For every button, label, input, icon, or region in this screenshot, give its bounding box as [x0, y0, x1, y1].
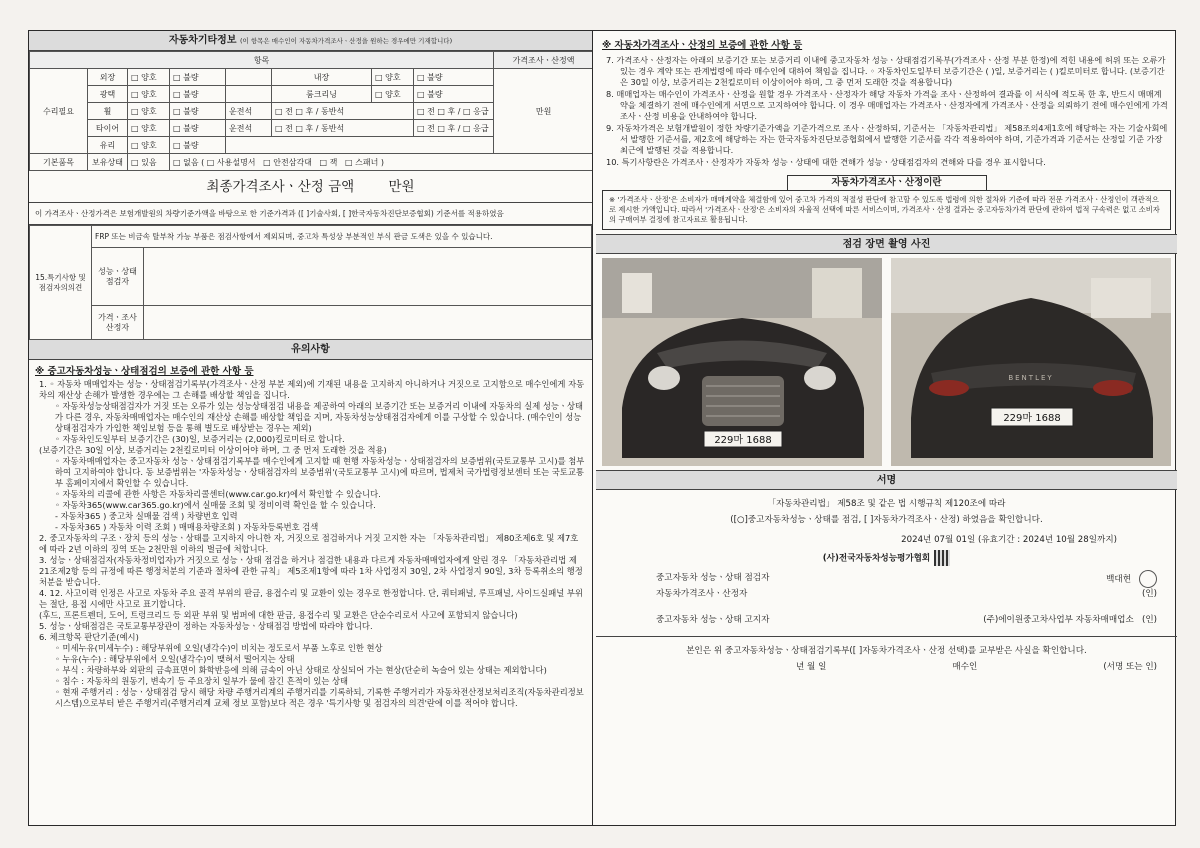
own-status-label: 보유상태 [88, 154, 128, 171]
checkbox-good[interactable]: □ 양호 [128, 120, 170, 137]
caution-item: ◦ 자동차365(www.car365.go.kr)에서 실매물 조회 및 정비이력 확인을 할 수 있습니다. [55, 500, 376, 510]
caution-item: 5. 성능ㆍ상태점검은 국토교통부장관이 정하는 자동차성능ㆍ상태점검 방법에 따라야 합니다. [39, 621, 373, 631]
buyer-label: 매수인 [952, 662, 978, 672]
checkbox-good[interactable]: □ 양호 [128, 69, 170, 86]
caution-item: 3. 성능ㆍ상태점검자(자동차정비업자)가 거짓으로 성능ㆍ상태 점검을 하거나 점검한 내용과 다르게 자동차매매업자에게 알린 경우 「자동차관리법 제21조제2항 등의 규정에 따른 행정처분의 기준과 절차에 관한 규칙」 제5조제1항에 따라 1차 사업정지 30일, 2차 사업정지 90일, 3차 등록취소의 행정처분을 받습니다. [39, 555, 583, 587]
buyer-sign-row [596, 659, 1177, 675]
final-price-unit: 만원 [388, 179, 415, 195]
guarantee-item: 10. 특기사항란은 가격조사ㆍ산정자가 자동차 성능ㆍ상태에 대한 견해가 성능ㆍ상태점검자의 견해와 다를 경우 표시합니다. [606, 157, 1046, 167]
special-remarks-table [29, 225, 592, 340]
appraisal-box-title: 자동차가격조사ㆍ산정이란 [787, 175, 987, 191]
guarantee-title: ※ 자동차가격조사ㆍ산정의 보증에 관한 사항 등 [602, 40, 803, 51]
appraiser-label: 자동차가격조사ㆍ산정자 [656, 589, 748, 599]
caution-header: 유의사항 [29, 340, 592, 360]
caution-list [29, 379, 592, 709]
notifier-seal: (인) [1141, 615, 1157, 625]
rear-car-photo [891, 258, 1171, 466]
caution-item: (보증기간은 30일 이상, 보증거리는 2천킬로미터 이상이어야 하며, 그 중 먼저 도래한 것을 적용) [39, 445, 387, 455]
checkbox-good[interactable]: □ 양호 [128, 103, 170, 120]
front-car-photo [602, 258, 882, 466]
repair-group-label: 수리필요 [30, 69, 88, 154]
date-blank: 년 월 일 [796, 662, 827, 672]
etc-subtitle: (이 항목은 매수인이 자동차가격조사ㆍ산정을 원하는 경우에만 기재합니다) [239, 37, 453, 45]
left-column [29, 31, 593, 825]
guarantee-item: 8. 매매업자는 매수인이 가격조사ㆍ산정을 원할 경우 가격조사ㆍ산정자가 해당 자동차 가격을 조사ㆍ산정하여 결과를 이 서식에 적도록 한 후, 반드시 매매계약을 체결하기 전에 매수인에게 서면으로 고지하여야 합니다. 이 경우 매매업자는 가격조사ㆍ산정자에게 가격조사ㆍ산정을 의뢰하기 전에 매수인에게 가격조사ㆍ산정 비용을 안내하여야 합니다. [606, 89, 1168, 121]
front-plate-text: 229마 1688 [714, 435, 772, 446]
row-interior: 내장 [272, 69, 372, 86]
caution-item: - 자동차365 ) 중고차 실매물 검색 ) 차량번호 입력 [55, 511, 238, 521]
final-price-title: 최종가격조사ㆍ산정 금액 [206, 179, 355, 195]
caution-item: ◦ 자동차성능상태점검자가 거짓 또는 오류가 있는 성능상태점검 내용을 제공하여 아래의 보증기간 또는 보증거리 이내에 자동차의 실제 성능ㆍ상태가 다른 경우, 자동차매매업자는 매수인의 재산상 손해를 배상할 책임을 지며, 자동차성능상태점검자에게 이를 구상할 수 있습니다. (매수인이 성능상태점검자가 가입한 책임보험 등을 통해 별도로 배상받는 경우는 제외) [55, 401, 583, 433]
checkbox-bad[interactable]: □ 불량 [414, 86, 494, 103]
signature-section [596, 496, 1177, 675]
caution-subtitle: ※ 중고자동차성능ㆍ상태점검의 보증에 관한 사항 등 [35, 366, 254, 377]
appraiser-opinion-label: 가격ㆍ조사 산정자 [92, 306, 144, 340]
caution-item: ◦ 누유(누수) : 해당부위에서 오일(냉각수)이 맺혀서 떨어지는 상태 [55, 654, 295, 664]
row-gloss: 광택 [88, 86, 128, 103]
checkbox-have[interactable]: □ 있음 [128, 154, 170, 171]
caution-item: 6. 체크항목 판단기준(예시) [39, 632, 139, 642]
caution-item: ◦ 미세누유(미세누수) : 해당부위에 오일(냉각수)이 비치는 정도로서 부품 노후로 인한 현상 [55, 643, 383, 653]
checkbox-bad[interactable]: □ 불량 [170, 120, 226, 137]
document-page [28, 30, 1176, 826]
law-reference: 「자동차관리법」 제58조 및 같은 법 시행규칙 제120조에 따라 [767, 499, 1006, 509]
appraiser-opinion-field[interactable] [144, 306, 592, 340]
inspector-sign-row [596, 570, 1177, 586]
checkbox-bad[interactable]: □ 불량 [414, 69, 494, 86]
notifier-sign-row [596, 612, 1177, 628]
caution-item: ◦ 침수 : 자동차의 원동기, 변속기 등 주요장치 일부가 물에 잠긴 흔적이 있는 상태 [55, 676, 349, 686]
checkbox-bad[interactable]: □ 불량 [170, 86, 226, 103]
etc-table [29, 51, 593, 171]
photo-header: 점검 장면 촬영 사진 [596, 234, 1177, 254]
col-item-header: 항목 [30, 52, 494, 69]
rear-badge-text: BENTLEY [1008, 374, 1054, 382]
appraisal-box-note: ※ '가격조사ㆍ산정'은 소비자가 매매계약을 체결함에 있어 중고차 가격의 적절성 판단에 참고할 수 있도록 법령에 의한 절차와 기준에 따라 전문 가격조사ㆍ산정인이 객관적으로 제시한 가액입니다. 따라서 '가격조사ㆍ산정'은 소비자의 자율적 선택에 따른 서비스이며, 가격조사ㆍ산정 결과는 중고자동차가격 판단에 관하여 법적 구속력은 없고 소비자의 구매여부 결정에 참고자료로 활용됩니다. [602, 190, 1171, 230]
row-exterior: 외장 [88, 69, 128, 86]
checkbox-bad[interactable]: □ 불량 [170, 103, 226, 120]
buyer-sign[interactable]: (서명 또는 인) [1103, 662, 1157, 672]
checkbox-good[interactable]: □ 양호 [128, 86, 170, 103]
driver-label: 운전석 [226, 103, 272, 120]
inspector-label: 중고자동차 성능ㆍ상태 점검자 [656, 573, 770, 583]
guarantee-item: 9. 자동차가격은 보험개발원이 정한 차량기준가액을 기준가격으로 조사ㆍ산정하되, 기준서는 「자동차관리법」 제58조의4제1호에 해당하는 자는 기술사회에서 발행한 기준서를, 제2호에 해당하는 자는 한국자동차진단보증협회에서 발행한 기준서를 각각 적용하여야 하며, 기준가격과 기준서는 산정일 기준 가장 최근에 발행된 것을 적용합니다. [606, 123, 1168, 155]
caution-item: 2. 중고자동차의 구조ㆍ장치 등의 성능ㆍ상태를 고지하지 아니한 자, 거짓으로 점검하거나 거짓 고지한 자는 「자동차관리법」 제80조제6호 및 제7호에 따라 2년 이하의 징역 또는 2천만원 이하의 벌금에 처합니다. [39, 533, 579, 554]
checkbox-good[interactable]: □ 양호 [372, 69, 414, 86]
caution-item: ◦ 부식 : 차량하부와 외판의 금속표면이 화학반응에 의해 금속이 아닌 상태로 상실되어 가는 현상(단순히 녹슬어 있는 상태는 제외합니다) [55, 665, 547, 675]
wheel-passenger-options[interactable]: □ 전 □ 후 / □ 응급 [414, 103, 594, 120]
basic-items-label: 기본품목 [30, 154, 88, 171]
etc-title: 자동차기타정보 [168, 35, 237, 46]
caution-item: 4. 12. 사고이력 인정은 사고로 자동차 주요 골격 부위의 판금, 용접수리 및 교환이 있는 경우로 한정합니다. 단, 쿼터패널, 루프패널, 사이드실패널 부위는 절단, 용접 시에만 사고로 표기합니다. [39, 588, 583, 609]
row-wheel: 휠 [88, 103, 128, 120]
col-price-header: 가격조사ㆍ산정액 [494, 52, 593, 69]
caution-item: (후드, 프론트펜더, 도어, 트렁크리드 등 외판 부위 및 범퍼에 대한 판금, 용접수리 및 교환은 단순수리로서 사고에 포함되지 않습니다) [39, 610, 518, 620]
price-unit: 만원 [494, 69, 593, 154]
organization [596, 550, 1177, 566]
notifier-name: (주)에이원중고차사업부 자동차매매업소 [983, 615, 1134, 625]
row-tire: 타이어 [88, 120, 128, 137]
caution-item: ◦ 자동차인도일부터 보증기간은 (30)일, 보증거리는 (2,000)킬로미터로 합니다. [55, 434, 345, 444]
row-glass: 유리 [88, 137, 128, 154]
caution-item: ◦ 자동차매매업자는 중고자동차 성능ㆍ상태점검기록부를 매수인에게 고지할 때 현행 자동차성능ㆍ상태점검자의 보증범위(국토교통부 고시)를 첨부하여 고지하여야 합니다. 동 보증범위는 '자동차성능ㆍ상태점검자의 보증범위'(국토교통부 고시)에 따르며, 법제처 국가법령정보센터 또는 국토교통부 홈페이지에서 확인할 수 있습니다. [55, 456, 585, 488]
rear-plate-text: 229마 1688 [1003, 413, 1061, 424]
basis-note: 이 가격조사ㆍ산정가격은 보험개발원의 차량기준가액을 바탕으로 한 기준가격과 ([ ]기술사회, [ ]한국자동차진단보증협회) 기준서를 적용하였음 [29, 203, 592, 225]
special-remarks-note: FRP 또는 비금속 탈부착 가능 부품은 점검사항에서 제외되며, 중고차 특성상 부분적인 부식 판금 도색은 있을 수 있습니다. [92, 226, 592, 248]
inspector-opinion-field[interactable] [144, 248, 592, 306]
checkbox-good[interactable]: □ 양호 [372, 86, 414, 103]
driver-label: 운전석 [226, 120, 272, 137]
special-remarks-label: 15.특기사항 및 점검자의의견 [30, 226, 92, 340]
caution-item: ◦ 현재 주행거리 : 성능ㆍ상태점검 당시 해당 차량 주행거리계의 주행거리를 기록하되, 기록한 주행거리가 자동차전산정보처리조직(자동차관리정보시스템)으로부터 받은 주행거리(주행거리계 교체 정보 포함)보다 적은 경우 '특기사항 및 점검자의 의견'란에 이를 적어야 합니다. [55, 687, 584, 708]
checkbox-bad[interactable]: □ 불량 [170, 137, 226, 154]
basic-items-options[interactable]: □ 없음 ( □ 사용설명서 □ 안전삼각대 □ 잭 □ 스패너 ) [170, 154, 594, 171]
qr-code-icon [934, 550, 950, 566]
checkbox-good[interactable]: □ 양호 [128, 137, 170, 154]
signature-header: 서명 [596, 470, 1177, 490]
right-column [596, 31, 1177, 825]
tire-driver-options[interactable]: □ 전 □ 후 / 동반석 [272, 120, 414, 137]
guarantee-item: 7. 가격조사ㆍ산정자는 아래의 보증기간 또는 보증거리 이내에 중고자동차 성능ㆍ상태점검기록부(가격조사ㆍ산정 부분 한정)에 적힌 내용에 허위 또는 오류가 있는 경우 계약 또는 관계법령에 따라 매수인에 대하여 책임을 집니다. ◦ 자동차인도일부터 보증기간은 ( )일, 보증거리는 ( )킬로미터로 합니다. (보증기간은 30일 이상, 보증거리는 2천킬로미터 이상이어야 하며, 그 중 먼저 도래한 것을 적용합니다) [606, 55, 1166, 87]
appraiser-sign-row [596, 586, 1177, 602]
tire-passenger-options[interactable]: □ 전 □ 후 / □ 응급 [414, 120, 594, 137]
wheel-driver-options[interactable]: □ 전 □ 후 / 동반석 [272, 103, 414, 120]
final-price-row [29, 171, 592, 203]
inspector-name: 백대현 [1106, 574, 1131, 585]
row-room-cleaning: 룸크리닝 [272, 86, 372, 103]
caution-item: - 자동차365 ) 자동차 이력 조회 ) 매매용차량조회 ) 자동차등록번호 검색 [55, 522, 319, 532]
organization-name: (사)전국자동차성능평가협회 [822, 553, 931, 564]
guarantee-list [596, 53, 1177, 171]
appraiser-seal: (인) [1141, 589, 1157, 599]
notifier-label: 중고자동차 성능ㆍ상태 고지자 [656, 615, 770, 625]
receipt-statement: 본인은 위 중고자동차성능ㆍ상태점검기록부([ ]자동차가격조사ㆍ산정 선택)를 교부받은 사실을 확인합니다. [686, 646, 1087, 656]
photo-area [596, 254, 1177, 470]
caution-item: 1. ◦ 자동차 매매업자는 성능ㆍ상태점검기록부(가격조사ㆍ산정 부분 제외)에 기재된 내용을 고지하지 아니하거나 거짓으로 고지함으로 매수인에게 자동차의 재산상 손해가 발생한 경우에는 그 손해를 배상할 책임을 집니다. [39, 379, 585, 400]
caution-item: ◦ 자동차의 리콜에 관한 사항은 자동차리콜센터(www.car.go.kr)에서 확인할 수 있습니다. [55, 489, 381, 499]
inspector-opinion-label: 성능ㆍ상태 점검자 [92, 248, 144, 306]
issue-date: 2024년 07월 01일 (유효기간 : 2024년 10월 28일까지) [901, 535, 1117, 545]
confirm-statement: ([○]중고자동차성능ㆍ상태를 점검, [ ]자동차가격조사ㆍ산정) 하였음을 확인합니다. [730, 515, 1043, 525]
checkbox-bad[interactable]: □ 불량 [170, 69, 226, 86]
etc-info-header [29, 31, 592, 51]
